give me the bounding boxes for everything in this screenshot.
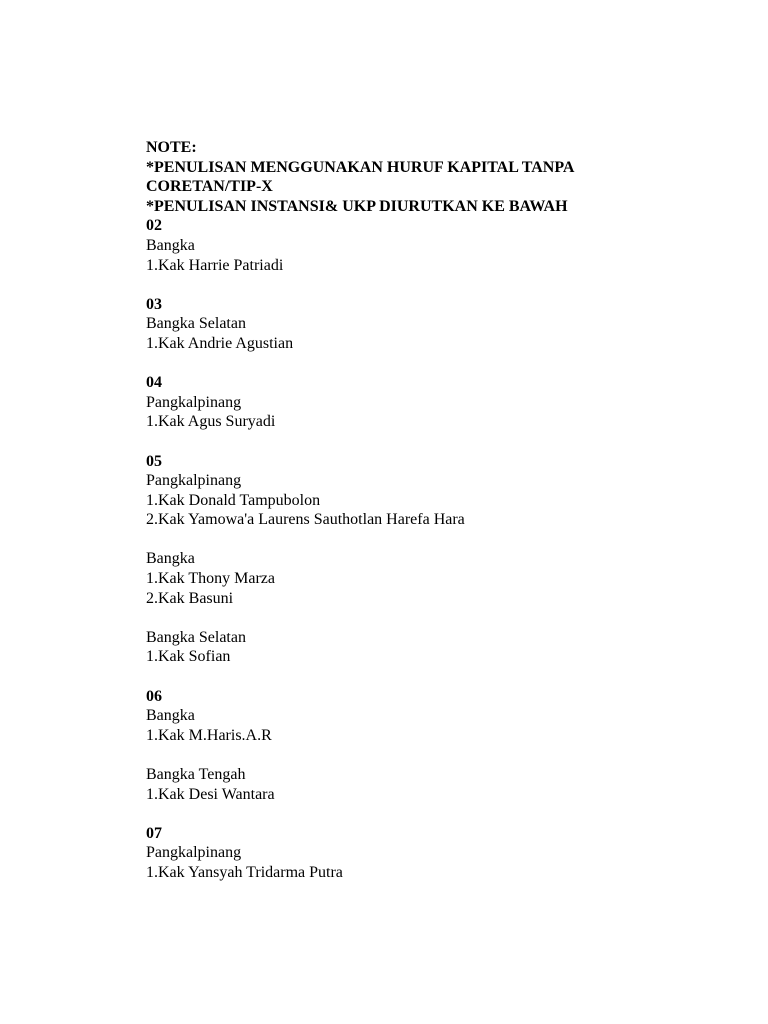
section-code: 05 bbox=[146, 452, 162, 470]
person-name: 1.Kak M.Haris.A.R bbox=[146, 726, 272, 744]
region-group bbox=[146, 393, 746, 432]
section-code: 04 bbox=[146, 374, 162, 392]
region-name: Bangka Selatan bbox=[146, 315, 246, 333]
region-group bbox=[146, 236, 746, 275]
spacer bbox=[146, 804, 746, 824]
region-name: Bangka bbox=[146, 236, 195, 254]
person-name: 1.Kak Donald Tampubolon bbox=[146, 491, 321, 509]
spacer bbox=[146, 432, 746, 452]
region-name: Bangka Selatan bbox=[146, 628, 246, 646]
person-name: 2.Kak Basuni bbox=[146, 589, 234, 607]
spacer bbox=[146, 745, 746, 765]
section-code: 02 bbox=[146, 217, 162, 235]
person-name: 1.Kak Sofian bbox=[146, 648, 231, 666]
section-code: 07 bbox=[146, 824, 162, 842]
section-05 bbox=[146, 452, 746, 668]
document-content bbox=[146, 138, 746, 883]
region-group bbox=[146, 549, 746, 608]
spacer bbox=[146, 530, 746, 550]
region-group bbox=[146, 706, 746, 745]
note-line: CORETAN/TIP-X bbox=[146, 178, 273, 196]
region-name: Bangka bbox=[146, 707, 195, 725]
spacer bbox=[146, 354, 746, 374]
region-group bbox=[146, 765, 746, 804]
note-line: *PENULISAN INSTANSI& UKP DIURUTKAN KE BAWAH bbox=[146, 197, 568, 215]
person-name: 1.Kak Desi Wantara bbox=[146, 785, 275, 803]
person-name: 1.Kak Harrie Patriadi bbox=[146, 256, 284, 274]
region-group bbox=[146, 843, 746, 882]
section-06 bbox=[146, 687, 746, 805]
section-03 bbox=[146, 295, 746, 354]
spacer bbox=[146, 608, 746, 628]
person-name: 1.Kak Yansyah Tridarma Putra bbox=[146, 863, 343, 881]
section-code: 03 bbox=[146, 295, 162, 313]
region-name: Pangkalpinang bbox=[146, 844, 242, 862]
region-name: Bangka Tengah bbox=[146, 766, 246, 783]
note-title: NOTE: bbox=[146, 139, 197, 156]
region-group bbox=[146, 471, 746, 530]
section-code: 06 bbox=[146, 687, 162, 705]
person-name: 1.Kak Thony Marza bbox=[146, 570, 275, 588]
spacer bbox=[146, 667, 746, 687]
person-name: 2.Kak Yamowa'a Laurens Sauthotlan Harefa Hara bbox=[146, 511, 465, 529]
note-line: *PENULISAN MENGGUNAKAN HURUF KAPITAL TANPA bbox=[146, 158, 575, 176]
region-name: Pangkalpinang bbox=[146, 393, 242, 411]
region-name: Bangka bbox=[146, 550, 195, 568]
spacer bbox=[146, 275, 746, 295]
section-07 bbox=[146, 824, 746, 883]
region-group bbox=[146, 314, 746, 353]
section-02 bbox=[146, 216, 746, 275]
person-name: 1.Kak Andrie Agustian bbox=[146, 334, 294, 352]
region-group bbox=[146, 628, 746, 667]
note-block bbox=[146, 138, 746, 216]
person-name: 1.Kak Agus Suryadi bbox=[146, 413, 276, 431]
section-04 bbox=[146, 373, 746, 432]
region-name: Pangkalpinang bbox=[146, 472, 242, 490]
